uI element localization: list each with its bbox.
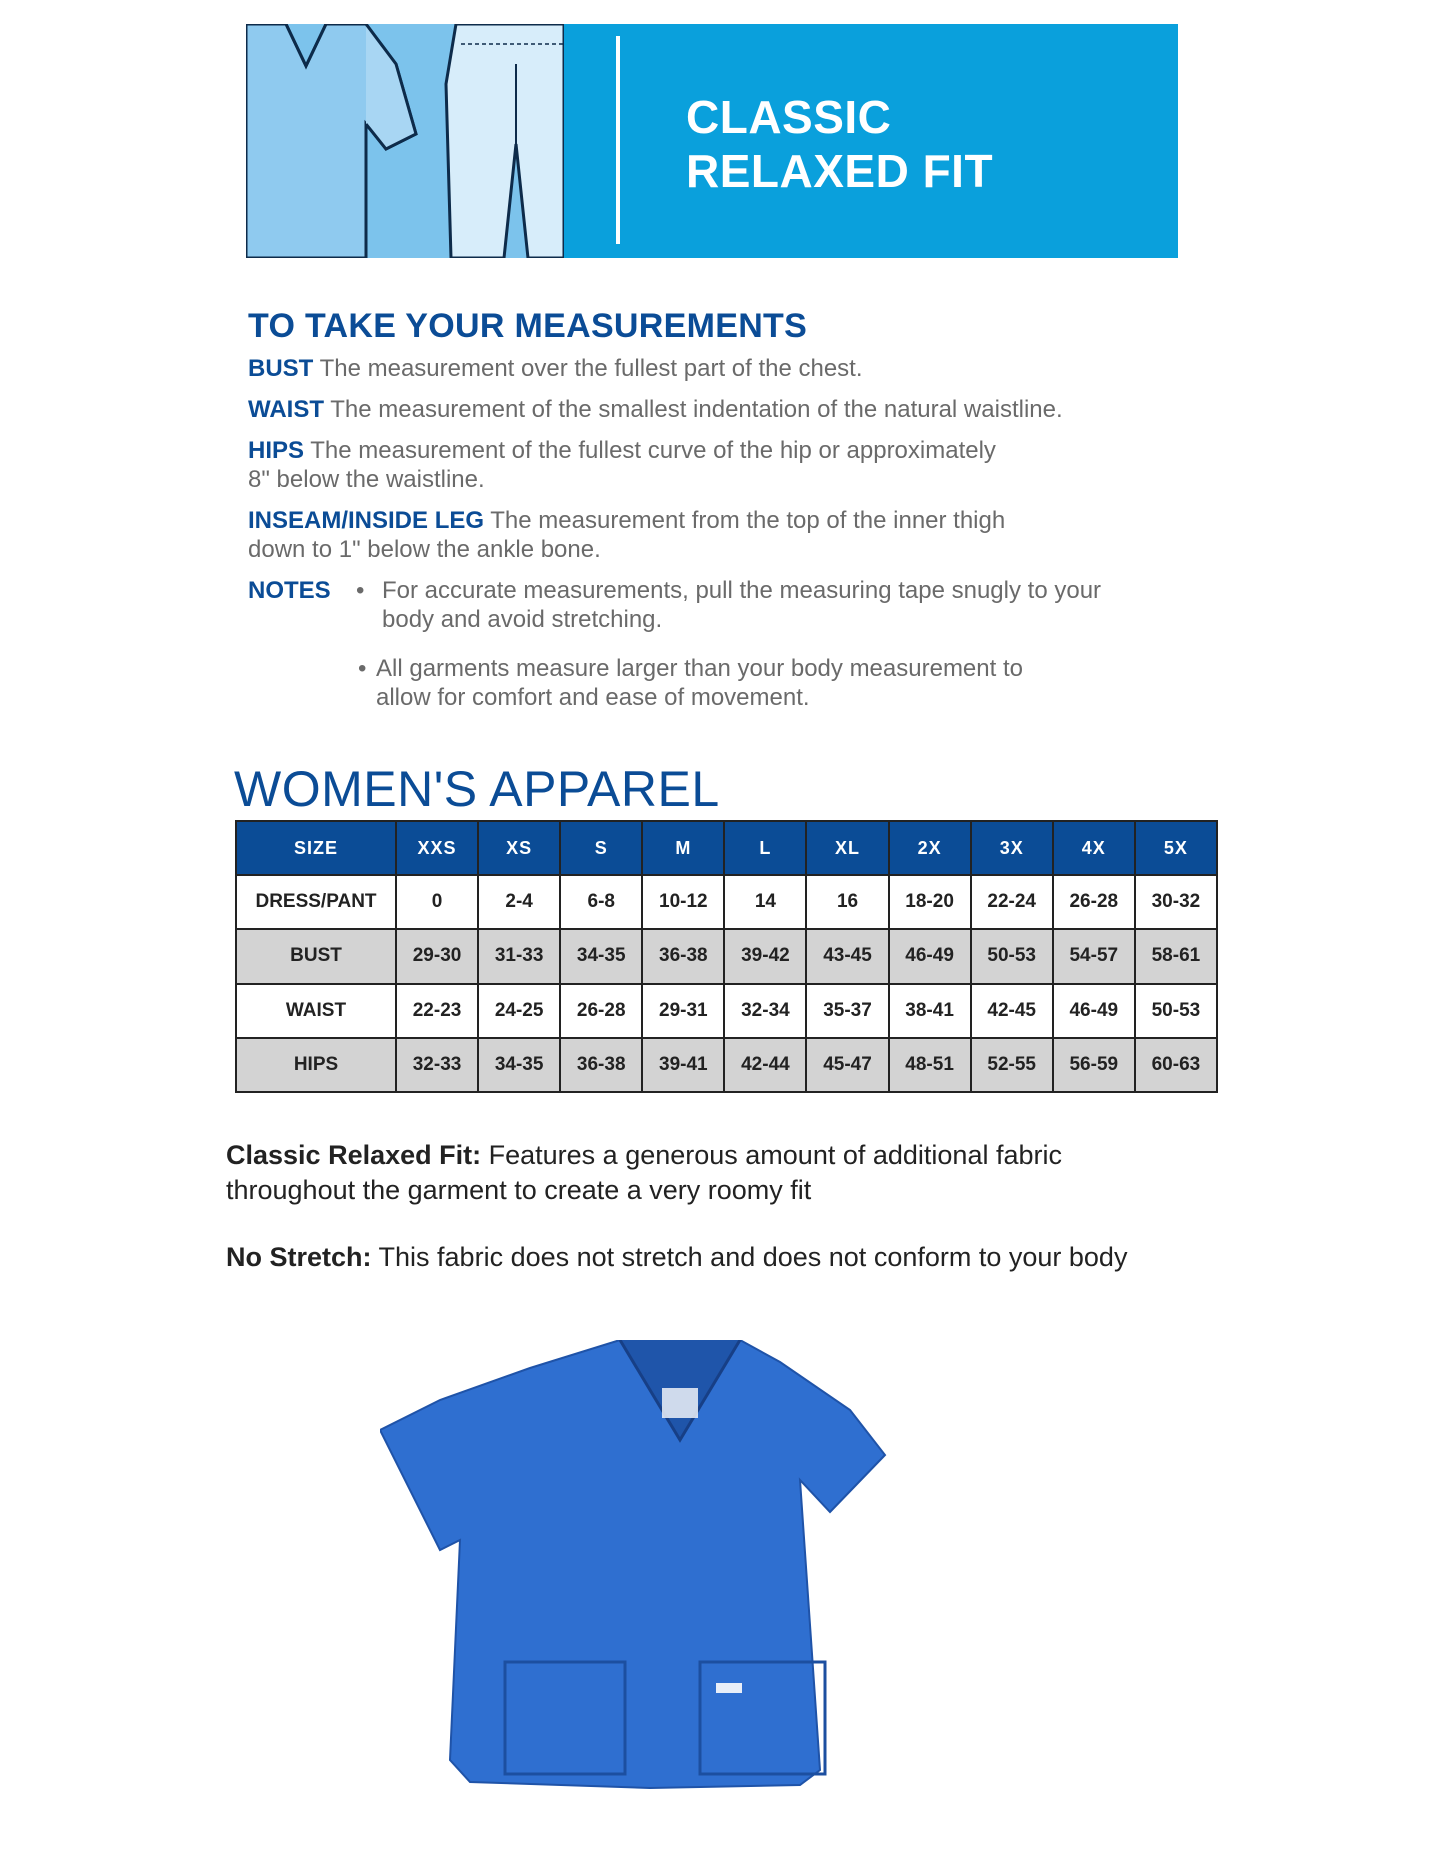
table-cell: 32-34 bbox=[724, 984, 806, 1038]
fit-text-line2: throughout the garment to create a very roomy fit bbox=[226, 1175, 812, 1205]
table-cell: 2-4 bbox=[478, 875, 560, 929]
inseam-item bbox=[248, 506, 1188, 564]
table-cell: 42-45 bbox=[971, 984, 1053, 1038]
table-cell: 36-38 bbox=[560, 1038, 642, 1092]
note-1-line1: For accurate measurements, pull the measuring tape snugly to your bbox=[382, 577, 1102, 604]
hips-text-2: 8" below the waistline. bbox=[248, 466, 485, 493]
scrub-top-image bbox=[380, 1340, 950, 1820]
waist-term: WAIST bbox=[248, 396, 324, 423]
table-cell: 60-63 bbox=[1135, 1038, 1217, 1092]
measurement-instructions bbox=[248, 307, 1188, 712]
table-cell: 48-51 bbox=[889, 1038, 971, 1092]
table-cell: 29-30 bbox=[396, 929, 478, 983]
size-header-cell: S bbox=[560, 821, 642, 875]
inseam-text: The measurement from the top of the inner thigh bbox=[490, 507, 1006, 534]
table-row bbox=[236, 984, 1217, 1038]
table-cell: 34-35 bbox=[478, 1038, 560, 1092]
stretch-text: This fabric does not stretch and does not conform to your body bbox=[378, 1242, 1128, 1272]
table-cell: 31-33 bbox=[478, 929, 560, 983]
size-header-cell: 4X bbox=[1053, 821, 1135, 875]
brand-tag-icon bbox=[716, 1683, 742, 1693]
table-cell: 6-8 bbox=[560, 875, 642, 929]
note-2-line1: All garments measure larger than your body measurement to bbox=[376, 655, 1023, 682]
note-item bbox=[248, 576, 1188, 634]
fit-text-line1: Features a generous amount of additional fabric bbox=[488, 1140, 1062, 1170]
table-cell: 34-35 bbox=[560, 929, 642, 983]
size-header-cell: 2X bbox=[889, 821, 971, 875]
table-cell: 10-12 bbox=[642, 875, 724, 929]
table-cell: 24-25 bbox=[478, 984, 560, 1038]
hips-text: The measurement of the fullest curve of the hip or approximately bbox=[310, 437, 996, 464]
notes-term: NOTES bbox=[248, 577, 331, 604]
stretch-description bbox=[226, 1240, 1226, 1275]
table-cell: 29-31 bbox=[642, 984, 724, 1038]
hips-term: HIPS bbox=[248, 437, 305, 464]
table-cell: 32-33 bbox=[396, 1038, 478, 1092]
table-row bbox=[236, 929, 1217, 983]
table-cell: 22-24 bbox=[971, 875, 1053, 929]
inseam-text-2: down to 1" below the ankle bone. bbox=[248, 536, 601, 563]
size-header-cell: XL bbox=[806, 821, 888, 875]
collar-label-icon bbox=[662, 1388, 698, 1418]
waist-text: The measurement of the smallest indentation of the natural waistline. bbox=[330, 396, 1063, 423]
table-cell: 26-28 bbox=[560, 984, 642, 1038]
hips-item bbox=[248, 436, 1188, 494]
table-cell: 35-37 bbox=[806, 984, 888, 1038]
note-2-line2: allow for comfort and ease of movement. bbox=[376, 684, 810, 711]
bullet-icon: • bbox=[358, 655, 367, 682]
table-cell: 30-32 bbox=[1135, 875, 1217, 929]
table-cell: 38-41 bbox=[889, 984, 971, 1038]
table-cell: 46-49 bbox=[1053, 984, 1135, 1038]
table-cell: 52-55 bbox=[971, 1038, 1053, 1092]
banner-divider bbox=[616, 36, 620, 244]
size-header-cell: SIZE bbox=[236, 821, 396, 875]
scrub-illustration bbox=[246, 24, 564, 258]
notes-section bbox=[248, 576, 1188, 712]
stretch-label: No Stretch: bbox=[226, 1242, 372, 1272]
measurements-heading: TO TAKE YOUR MEASUREMENTS bbox=[248, 307, 808, 345]
table-cell: 26-28 bbox=[1053, 875, 1135, 929]
fit-description bbox=[226, 1138, 1226, 1208]
row-label: WAIST bbox=[236, 984, 396, 1038]
size-header-cell: 5X bbox=[1135, 821, 1217, 875]
table-row bbox=[236, 1038, 1217, 1092]
table-cell: 56-59 bbox=[1053, 1038, 1135, 1092]
row-label: BUST bbox=[236, 929, 396, 983]
size-header-cell: 3X bbox=[971, 821, 1053, 875]
table-cell: 39-42 bbox=[724, 929, 806, 983]
waist-item bbox=[248, 395, 1188, 424]
table-cell: 22-23 bbox=[396, 984, 478, 1038]
bust-term: BUST bbox=[248, 355, 314, 382]
table-cell: 50-53 bbox=[971, 929, 1053, 983]
table-cell: 16 bbox=[806, 875, 888, 929]
bullet-icon: • bbox=[356, 577, 365, 604]
size-header-row bbox=[236, 821, 1217, 875]
table-cell: 43-45 bbox=[806, 929, 888, 983]
table-cell: 42-44 bbox=[724, 1038, 806, 1092]
note-1-line2: body and avoid stretching. bbox=[382, 606, 663, 633]
bust-item bbox=[248, 354, 1188, 383]
header-banner bbox=[246, 24, 1178, 258]
apparel-title: WOMEN'S APPAREL bbox=[234, 761, 720, 817]
size-header-cell: L bbox=[724, 821, 806, 875]
table-cell: 54-57 bbox=[1053, 929, 1135, 983]
table-cell: 45-47 bbox=[806, 1038, 888, 1092]
note-item bbox=[248, 654, 1188, 712]
table-cell: 36-38 bbox=[642, 929, 724, 983]
size-chart-table bbox=[235, 820, 1218, 1093]
table-cell: 14 bbox=[724, 875, 806, 929]
size-header-cell: M bbox=[642, 821, 724, 875]
banner-title-line1: CLASSIC bbox=[686, 91, 892, 143]
row-label: DRESS/PANT bbox=[236, 875, 396, 929]
bust-text: The measurement over the fullest part of the chest. bbox=[319, 355, 863, 382]
table-cell: 50-53 bbox=[1135, 984, 1217, 1038]
table-cell: 58-61 bbox=[1135, 929, 1217, 983]
table-cell: 18-20 bbox=[889, 875, 971, 929]
fit-label: Classic Relaxed Fit: bbox=[226, 1140, 482, 1170]
row-label: HIPS bbox=[236, 1038, 396, 1092]
size-header-cell: XXS bbox=[396, 821, 478, 875]
table-cell: 0 bbox=[396, 875, 478, 929]
size-header-cell: XS bbox=[478, 821, 560, 875]
table-row bbox=[236, 875, 1217, 929]
inseam-term: INSEAM/INSIDE LEG bbox=[248, 507, 485, 534]
table-cell: 39-41 bbox=[642, 1038, 724, 1092]
banner-title bbox=[686, 90, 993, 198]
table-cell: 46-49 bbox=[889, 929, 971, 983]
banner-title-line2: RELAXED FIT bbox=[686, 145, 994, 197]
